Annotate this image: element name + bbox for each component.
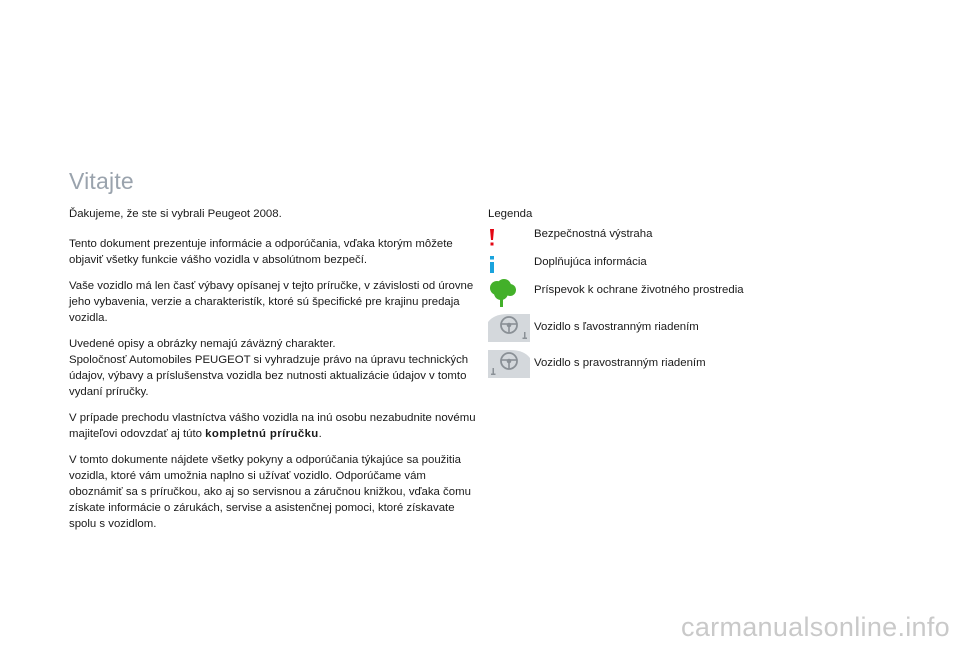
page-title: Vitajte [69, 168, 134, 194]
legend-item-rhd [488, 352, 788, 388]
legend [488, 206, 788, 388]
left-hand-drive-icon [488, 312, 530, 342]
watermark: carmanualsonline.info [681, 612, 950, 642]
paragraph-purpose: Tento dokument prezentuje informácie a odporúčania, vďaka ktorým môžete objaviť všetky funkcie vášho vozidla v absolútnom bezpečí. [69, 238, 453, 266]
ownership-bold: kompletnú príručku [205, 428, 319, 440]
disclaimer-line: Uvedené opisy a obrázky nemajú záväzný charakter. [69, 338, 336, 350]
legend-item-warning [488, 226, 788, 254]
legend-label: Príspevok k ochrane životného prostredia [534, 284, 744, 296]
legend-item-info [488, 254, 788, 282]
paragraph-ownership [69, 410, 479, 442]
paragraph-disclaimer [69, 336, 479, 400]
legend-label: Vozidlo s pravostranným riadením [534, 357, 706, 369]
paragraph-equipment: Vaše vozidlo má len časť výbavy opísanej v tejto príručke, v závislosti od úrovne jeho vybavenia, verzie a charakteristík, ktoré sú špecifické pre krajinu predaja vozidla. [69, 280, 474, 324]
legend-label: Vozidlo s ľavostranným riadením [534, 321, 699, 333]
paragraph-instructions: V tomto dokumente nájdete všetky pokyny a odporúčania týkajúce sa použitia vozidla, ktoré vám umožnia naplno si užívať vozidlo. Odporúčame vám oboznámiť sa s príručkou, ako aj so servisnou a záručnou knižkou, vďaka čomu získate informácie o zárukách, servise a asistenčnej pomoci, ktoré získavate spolu s vozidlom. [69, 454, 471, 530]
ownership-text: V prípade prechodu vlastníctva vášho vozidla na inú osobu nezabudnite novému majiteľovi odovzdať aj túto [69, 412, 476, 440]
legend-title: Legenda [488, 208, 533, 220]
exclamation-icon [488, 226, 528, 248]
tree-icon [488, 279, 528, 309]
legend-item-eco [488, 282, 788, 316]
disclaimer-rights: Spoločnosť Automobiles PEUGEOT si vyhradzuje právo na úpravu technických údajov, výbavy a príslušenstva vozidla bez nutnosti aktualizácie údajov v tomto vydaní príručky. [69, 354, 469, 398]
ownership-end: . [318, 428, 322, 440]
info-icon [488, 254, 528, 276]
legend-label: Bezpečnostná výstraha [534, 228, 653, 240]
legend-label: Doplňujúca informácia [534, 256, 647, 268]
right-hand-drive-icon [488, 348, 530, 378]
paragraph-thanks: Ďakujeme, že ste si vybrali Peugeot 2008. [69, 208, 282, 220]
intro-text [69, 206, 479, 542]
legend-item-lhd [488, 316, 788, 352]
